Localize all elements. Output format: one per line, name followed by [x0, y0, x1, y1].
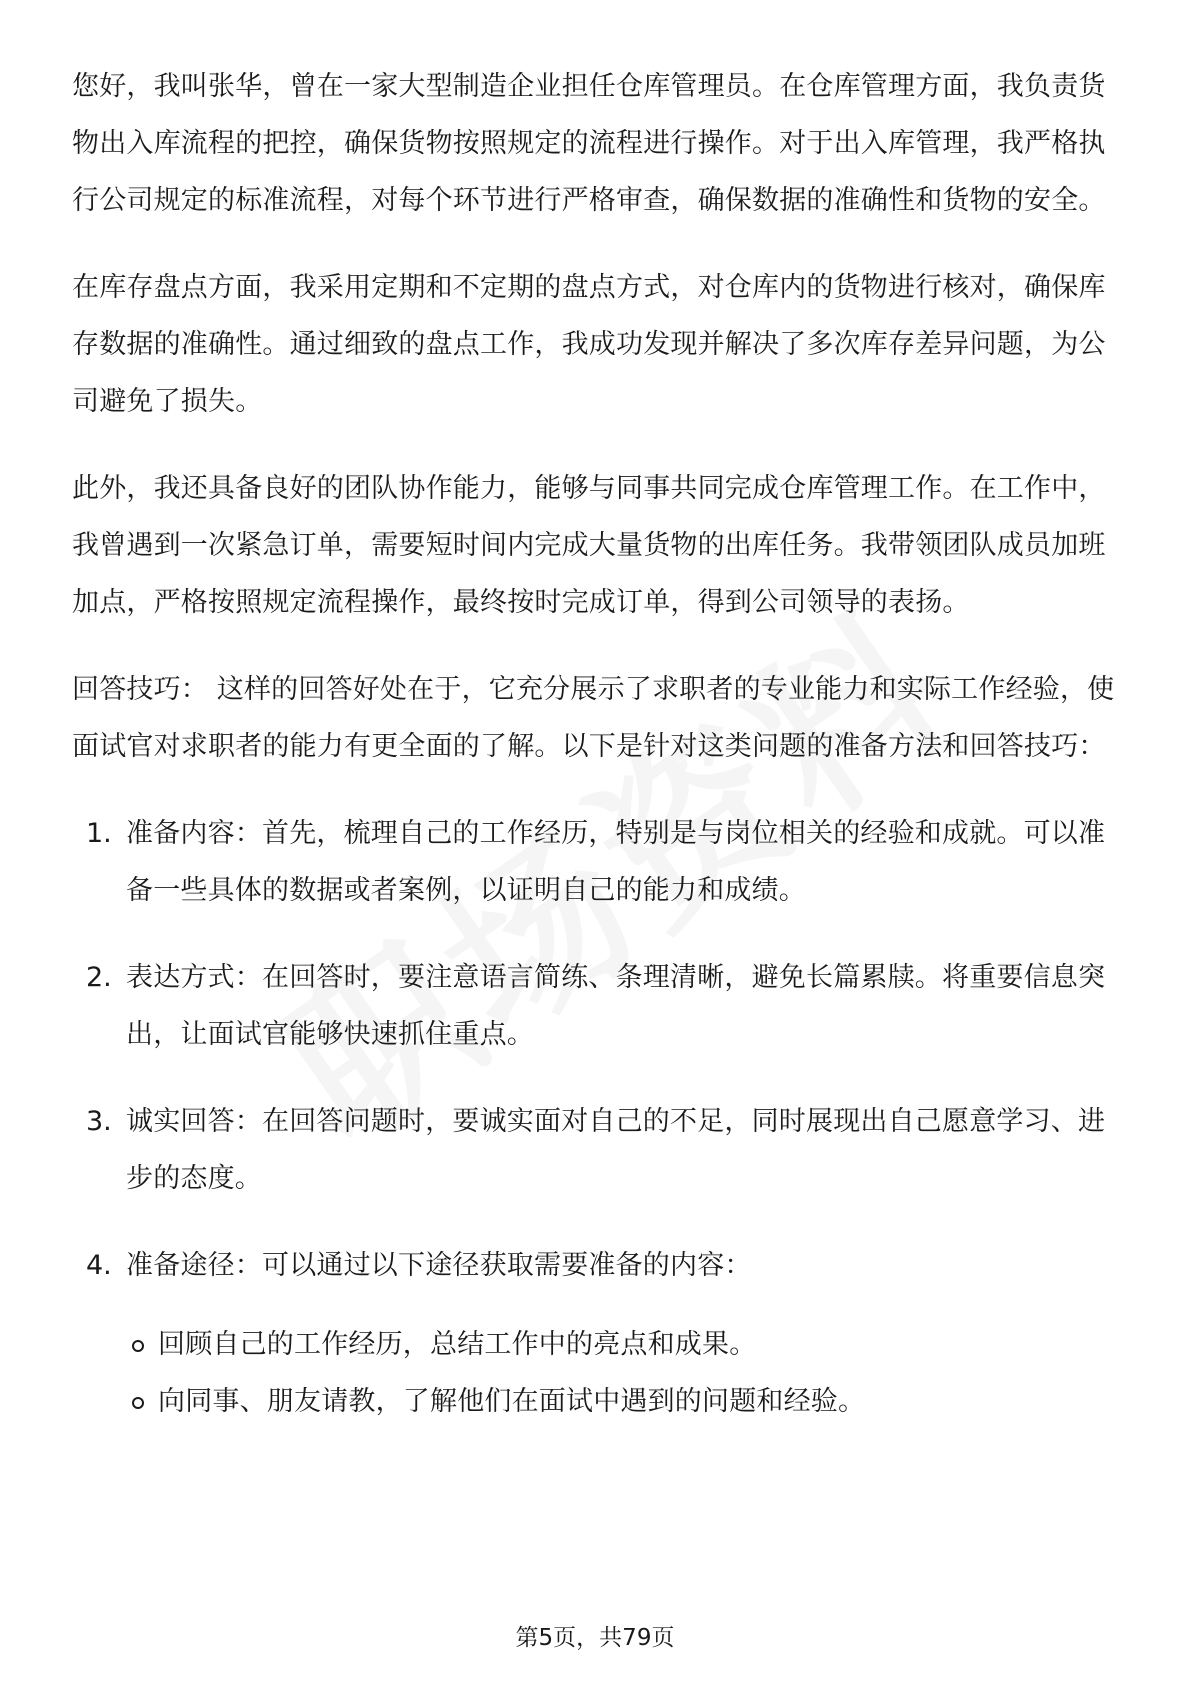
- list-item: [72, 949, 1120, 1063]
- paragraph-answer-tips: 回答技巧： 这样的回答好处在于，它充分展示了求职者的专业能力和实际工作经验，使面试官对求职者的能力有更全面的了解。以下是针对这类问题的准备方法和回答技巧：: [72, 674, 1115, 762]
- circle-bullet-icon: [132, 1340, 144, 1352]
- page-footer: 第5页，共79页: [515, 1625, 675, 1651]
- list-item: [72, 805, 1120, 919]
- tips-list: [72, 805, 1120, 1430]
- list-item-text: 准备途径：可以通过以下途径获取需要准备的内容：: [126, 1250, 752, 1281]
- paragraph-intro: 您好，我叫张华，曾在一家大型制造企业担任仓库管理员。在仓库管理方面，我负责货物出入库流程的把控，确保货物按照规定的流程进行操作。对于出入库管理，我严格执行公司规定的标准流程，对每个环节进行严格审查，确保数据的准确性和货物的安全。: [72, 71, 1106, 216]
- sub-list-item: [126, 1316, 1120, 1373]
- sub-list-item-text: 向同事、朋友请教，了解他们在面试中遇到的问题和经验。: [158, 1386, 866, 1417]
- list-number: 4.: [86, 1250, 112, 1281]
- list-item: [72, 1093, 1120, 1207]
- circle-bullet-icon: [132, 1397, 144, 1409]
- list-number: 3.: [86, 1106, 112, 1137]
- paragraph-teamwork: 此外，我还具备良好的团队协作能力，能够与同事共同完成仓库管理工作。在工作中，我曾遇到一次紧急订单，需要短时间内完成大量货物的出库任务。我带领团队成员加班加点，严格按照规定流程操作，最终按时完成订单，得到公司领导的表扬。: [72, 473, 1106, 618]
- list-item-text: 表达方式：在回答时，要注意语言简练、条理清晰，避免长篇累牍。将重要信息突出，让面试官能够快速抓住重点。: [126, 962, 1106, 1050]
- list-item-text: 诚实回答：在回答问题时，要诚实面对自己的不足，同时展现出自己愿意学习、进步的态度。: [126, 1106, 1106, 1194]
- paragraph-inventory: 在库存盘点方面，我采用定期和不定期的盘点方式，对仓库内的货物进行核对，确保库存数据的准确性。通过细致的盘点工作，我成功发现并解决了多次库存差异问题，为公司避免了损失。: [72, 272, 1106, 417]
- sub-list: [126, 1316, 1120, 1430]
- document-body: [72, 58, 1120, 1460]
- list-item-text: 准备内容：首先，梳理自己的工作经历，特别是与岗位相关的经验和成就。可以准备一些具体的数据或者案例，以证明自己的能力和成绩。: [126, 818, 1106, 906]
- sub-list-item: [126, 1373, 1120, 1430]
- list-item: [72, 1237, 1120, 1430]
- sub-list-item-text: 回顾自己的工作经历，总结工作中的亮点和成果。: [158, 1329, 757, 1360]
- list-number: 1.: [86, 818, 112, 849]
- list-number: 2.: [86, 962, 112, 993]
